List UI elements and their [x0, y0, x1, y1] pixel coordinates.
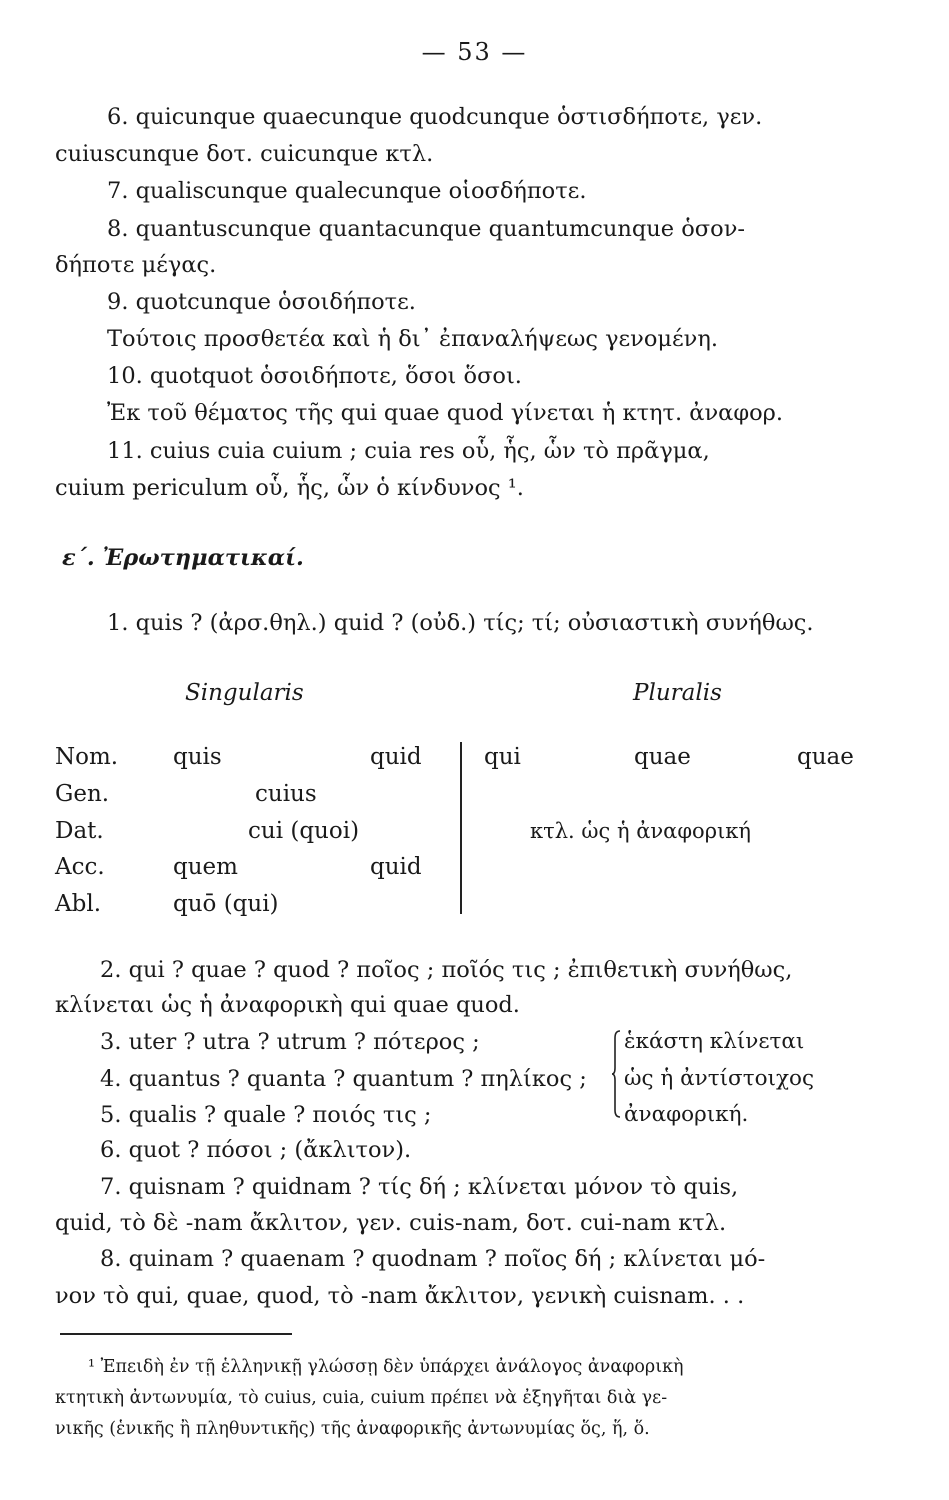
plural-note: κτλ. ὡς ἡ ἀναφορική — [530, 819, 751, 843]
table-cell: quid — [370, 854, 422, 880]
text-line: κλίνεται ὡς ἡ ἀναφορικὴ qui quae quod. — [55, 992, 520, 1018]
text-line: 6. quot ? πόσοι ; (ἄκλιτον). — [100, 1137, 412, 1163]
text-line: νον τὸ qui, quae, quod, τὸ -nam ἄκλιτον, γενικὴ cuisnam. . . — [55, 1283, 745, 1309]
text-line: 7. qualiscunque qualecunque οἱοσδήποτε. — [107, 178, 587, 204]
case-label: Abl. — [55, 891, 101, 917]
plural-cell: quae — [797, 744, 854, 770]
text-line: 2. qui ? quae ? quod ? ποῖος ; ποῖός τις ; ἐπιθετικὴ συνήθως, — [100, 957, 793, 983]
footnote-line: νικῆς (ἑνικῆς ἢ πληθυντικῆς) τῆς ἀναφορικῆς ἀντωνυμίας ὅς, ἥ, ὅ. — [55, 1419, 650, 1439]
case-label: Gen. — [55, 781, 110, 807]
text-line: 3. uter ? utra ? utrum ? πότερος ; — [100, 1029, 480, 1055]
table-cell: quō (qui) — [173, 891, 279, 917]
side-note-line: ἑκάστη κλίνεται — [624, 1029, 805, 1054]
text-line: 4. quantus ? quanta ? quantum ? πηλίκος ; — [100, 1066, 587, 1092]
case-label: Dat. — [55, 818, 104, 844]
text-line: 8. quantuscunque quantacunque quantumcunque ὁσον- — [107, 216, 745, 242]
text-line: 8. quinam ? quaenam ? quodnam ? ποῖος δή ; κλίνεται μό- — [100, 1246, 766, 1272]
text-line: 10. quotquot ὁσοιδήποτε, ὅσοι ὅσοι. — [107, 363, 522, 389]
table-divider — [460, 742, 462, 914]
table-cell: cuius — [255, 781, 317, 807]
text-line: 1. quis ? (ἀρσ.θηλ.) quid ? (οὐδ.) τίς; τί; οὐσιαστικὴ συνήθως. — [107, 610, 814, 636]
table-cell: quid — [370, 744, 422, 770]
side-note-line: ἀναφορική. — [624, 1102, 749, 1127]
footnote-line: κτητικὴ ἀντωνυμία, τὸ cuius, cuia, cuium πρέπει νὰ ἐξηγῆται διὰ γε- — [55, 1388, 668, 1408]
text-line: quid, τὸ δὲ -nam ἄκλιτον, γεν. cuis-nam, δοτ. cui-nam κτλ. — [55, 1210, 727, 1236]
text-line: 5. qualis ? quale ? ποιός τις ; — [100, 1102, 432, 1128]
text-line: 6. quicunque quaecunque quodcunque ὁστισδήποτε, γεν. — [107, 104, 763, 130]
footnote-line: ¹ Ἐπειδὴ ἐν τῇ ἑλληνικῇ γλώσσῃ δὲν ὑπάρχει ἀνάλογος ἀναφορικὴ — [88, 1357, 684, 1377]
text-line: cuium periculum οὗ, ἧς, ὧν ὁ κίνδυνος ¹. — [55, 475, 524, 501]
table-cell: cui (quoi) — [248, 818, 360, 844]
text-line: cuiuscunque δοτ. cuicunque κτλ. — [55, 141, 434, 167]
text-line: 7. quisnam ? quidnam ? τίς δή ; κλίνεται μόνον τὸ quis, — [100, 1174, 739, 1200]
footnote-rule — [60, 1333, 292, 1335]
header-plural: Pluralis — [633, 680, 722, 706]
plural-cell: quae — [634, 744, 691, 770]
case-label: Nom. — [55, 744, 119, 770]
header-singular: Singularis — [185, 680, 304, 706]
text-line: 9. quotcunque ὁσοιδήποτε. — [107, 289, 416, 315]
case-label: Acc. — [55, 854, 105, 880]
section-heading: ε΄. Ἐρωτηματικαί. — [62, 545, 304, 571]
page-number: — 53 — — [421, 38, 528, 66]
text-line: δήποτε μέγας. — [55, 252, 217, 278]
text-line: Τούτοις προσθετέα καὶ ἡ δι᾿ ἐπαναλήψεως γενομένη. — [107, 326, 718, 352]
plural-cell: qui — [484, 744, 521, 770]
text-line: 11. cuius cuia cuium ; cuia res οὗ, ἧς, ὧν τὸ πρᾶγμα, — [107, 438, 710, 464]
side-note-line: ὡς ἡ ἀντίστοιχος — [624, 1066, 814, 1091]
table-cell: quem — [173, 854, 238, 880]
text-line: Ἐκ τοῦ θέματος τῆς qui quae quod γίνεται ἡ κτητ. ἀναφορ. — [107, 400, 784, 426]
table-cell: quis — [173, 744, 222, 770]
brace-mark — [612, 1030, 622, 1118]
